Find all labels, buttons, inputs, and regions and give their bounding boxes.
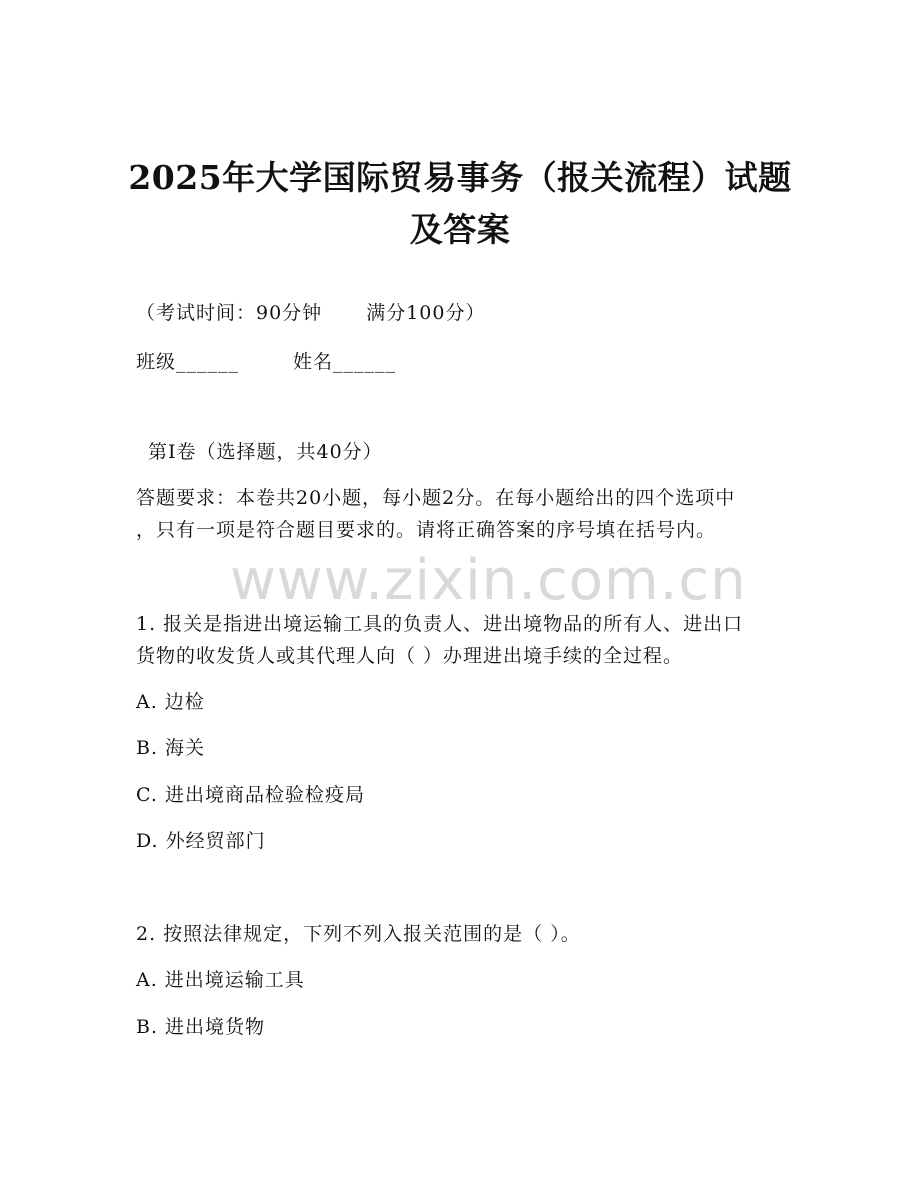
question-2-option-b: B. 进出境货物 xyxy=(136,1016,266,1038)
question-1-option-b: B. 海关 xyxy=(136,737,206,759)
question-1-stem-line-1: 1. 报关是指进出境运输工具的负责人、进出境物品的所有人、进出口 xyxy=(136,613,744,635)
student-fields xyxy=(136,350,396,374)
exam-info xyxy=(136,301,485,325)
name-field: 姓名______ xyxy=(293,351,397,373)
question-1-option-c: C. 进出境商品检验检疫局 xyxy=(136,784,365,806)
watermark: www.zixin.com.cn xyxy=(230,548,747,613)
question-1-stem-line-2: 货物的收发货人或其代理人向（ ）办理进出境手续的全过程。 xyxy=(136,645,684,667)
question-1-option-a: A. 边检 xyxy=(136,691,205,713)
title-line-2: 及答案 xyxy=(409,210,511,249)
section-header: 第I卷（选择题，共40分） xyxy=(148,441,383,463)
full-score: 满分100分） xyxy=(366,302,486,324)
title-line-1: 2025年大学国际贸易事务（报关流程）试题 xyxy=(128,158,792,197)
question-2-stem-line-1: 2. 按照法律规定，下列不列入报关范围的是（ ）。 xyxy=(136,923,581,945)
exam-time: （考试时间：90分钟 xyxy=(136,302,323,324)
question-1-option-d: D. 外经贸部门 xyxy=(136,830,266,852)
question-2-option-a: A. 进出境运输工具 xyxy=(136,969,305,991)
instructions-line-1: 答题要求：本卷共20小题，每小题2分。在每小题给出的四个选项中 xyxy=(136,487,736,509)
instructions-line-2: ，只有一项是符合题目要求的。请将正确答案的序号填在括号内。 xyxy=(136,519,717,541)
class-field: 班级______ xyxy=(136,351,240,373)
document-title xyxy=(60,152,860,256)
